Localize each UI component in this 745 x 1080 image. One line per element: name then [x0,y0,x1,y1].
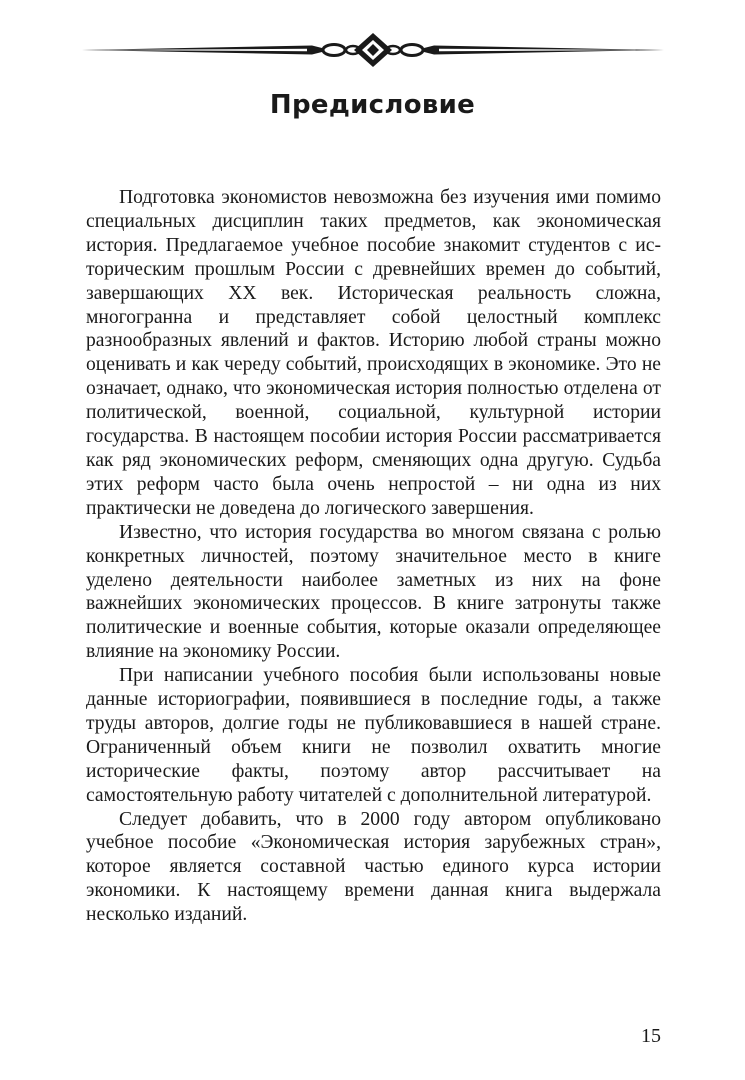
page-title: Предисловие [269,90,476,120]
paragraph-2: Известно, что история государства во многом связана с ролью конкретных личностей, поэтому значительное место в книге уделено деятельности наиболее заметных из них на фоне важнейших экономических процессов. В книге затронуты также политические и военные события, которые оказали определяющее влияние на экономику России. [86,521,661,663]
paragraph-4: Следует добавить, что в 2000 году автором опубликовано учебное пособие «Экономическая история зарубежных стран», которое является составной частью единого курса истории экономики. К настоящему времени данная книга выдержала несколько изданий. [86,808,661,926]
paragraph-1: Подготовка экономистов невозможна без изучения ими помимо специальных дисциплин таких предметов, как экономическая история. Предлагаемое учебное пособие знакомит студентов с историческим прошлым России с древнейших времен до событий, завершающих XX век. Историческая реальность сложна, многогранна и представляет собой целостный комплекс разнообразных явлений и фактов. Историю любой страны можно оценивать и как череду событий, происходящих в экономике. Это не означает, однако, что экономическая история полностью отделена от политической, военной, социальной, культурной истории государства. В настоящем пособии история России рассматривается как ряд экономических реформ, сменяющих одна другую. Судьба этих реформ часто была очень непростой – ни одна из них практически не доведена до логического завершения. [86,187,661,519]
page-number: 15 [641,1025,661,1047]
header-ornament [82,30,664,70]
paragraph-3: При написании учебного пособия были использованы новые данные историографии, появившиеся в последние годы, а также труды авторов, долгие годы не публиковавшиеся в нашей стране. Ограниченный объем книги не позволил охватить многие исторические факты, поэтому автор рассчитывает на самостоятельную работу читателей с дополнительной литературой. [86,665,661,806]
preface-text [86,186,661,927]
